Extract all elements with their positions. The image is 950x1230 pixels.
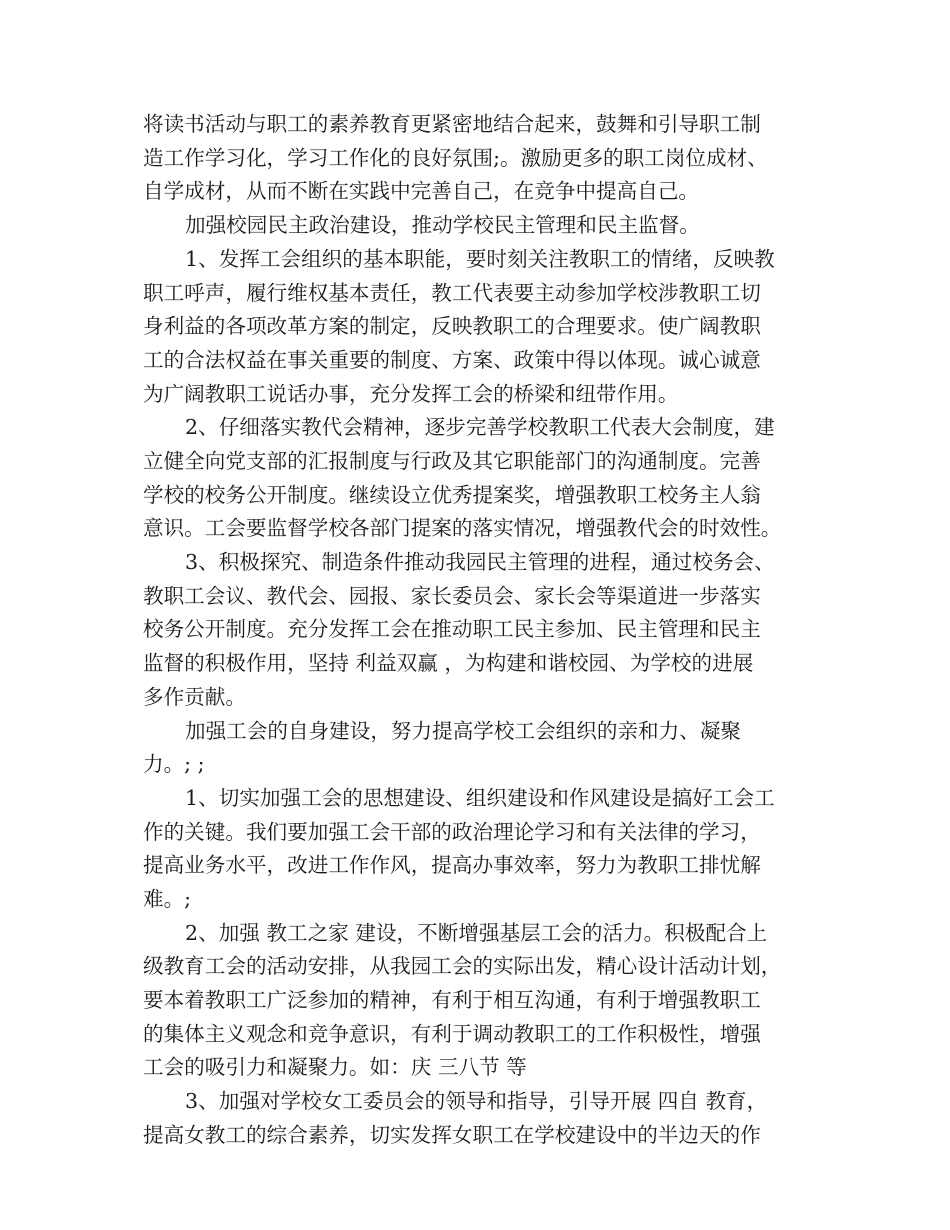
text-line: 自学成材，从而不断在实践中完善自己，在竞争中提高自己。 <box>143 179 700 203</box>
text-line: 为广阔教职工说话办事，充分发挥工会的桥梁和纽带作用。 <box>143 382 679 406</box>
text-line: 加强校园民主政治建设，推动学校民主管理和民主监督。 <box>185 213 700 237</box>
text-line: 学校的校务公开制度。继续设立优秀提案奖，增强教职工校务主人翁 <box>143 483 761 507</box>
text-line: 造工作学习化，学习工作化的良好氛围;。激励更多的职工岗位成材、 <box>143 146 768 170</box>
text-line: 教职工会议、教代会、园报、家长委员会、家长会等渠道进一步落实 <box>143 584 761 608</box>
text-line: 力。; ; <box>143 752 205 776</box>
text-line: 1、发挥工会组织的基本职能，要时刻关注教职工的情绪，反映教 <box>185 247 775 271</box>
text-line: 级教育工会的活动安排，从我园工会的实际出发，精心设计活动计划， <box>143 954 782 978</box>
text-line: 将读书活动与职工的素养教育更紧密地结合起来，鼓舞和引导职工制 <box>143 112 761 136</box>
text-line: 3、加强对学校女工委员会的领导和指导，引导开展 四自 教育， <box>185 1089 768 1113</box>
text-line: 的集体主义观念和竞争意识，有利于调动教职工的工作积极性，增强 <box>143 1022 761 1046</box>
text-line: 职工呼声，履行维权基本责任，教工代表要主动参加学校涉教职工切 <box>143 281 761 305</box>
text-line: 工会的吸引力和凝聚力。如：庆 三八节 等 <box>143 1055 527 1079</box>
text-line: 难。; <box>143 887 192 911</box>
text-line: 立健全向党支部的汇报制度与行政及其它职能部门的沟通制度。完善 <box>143 449 761 473</box>
text-line: 要本着教职工广泛参加的精神，有利于相互沟通，有利于增强教职工 <box>143 988 761 1012</box>
text-line: 多作贡献。 <box>143 685 246 709</box>
text-line: 监督的积极作用，坚持 利益双赢 ，为构建和谐校园、为学校的进展 <box>143 651 754 675</box>
text-line: 加强工会的自身建设，努力提高学校工会组织的亲和力、凝聚 <box>185 719 742 743</box>
text-line: 身利益的各项改革方案的制定，反映教职工的合理要求。使广阔教职 <box>143 314 761 338</box>
text-line: 校务公开制度。充分发挥工会在推动职工民主参加、民主管理和民主 <box>143 617 761 641</box>
text-line: 作的关键。我们要加强工会干部的政治理论学习和有关法律的学习， <box>143 820 761 844</box>
text-line: 提高女教工的综合素养，切实发挥女职工在学校建设中的半边天的作 <box>143 1123 761 1147</box>
text-line: 工的合法权益在事关重要的制度、方案、政策中得以体现。诚心诚意 <box>143 348 761 372</box>
text-line: 意识。工会要监督学校各部门提案的落实情况，增强教代会的时效性。 <box>143 516 782 540</box>
text-line: 2、加强 教工之家 建设，不断增强基层工会的活力。积极配合上 <box>185 921 768 945</box>
text-line: 1、切实加强工会的思想建设、组织建设和作风建设是搞好工会工 <box>185 786 775 810</box>
text-line: 提高业务水平，改进工作作风，提高办事效率，努力为教职工排忧解 <box>143 853 761 877</box>
text-line: 2、仔细落实教代会精神，逐步完善学校教职工代表大会制度，建 <box>185 415 775 439</box>
text-line: 3、积极探究、制造条件推动我园民主管理的进程，通过校务会、 <box>185 550 775 574</box>
